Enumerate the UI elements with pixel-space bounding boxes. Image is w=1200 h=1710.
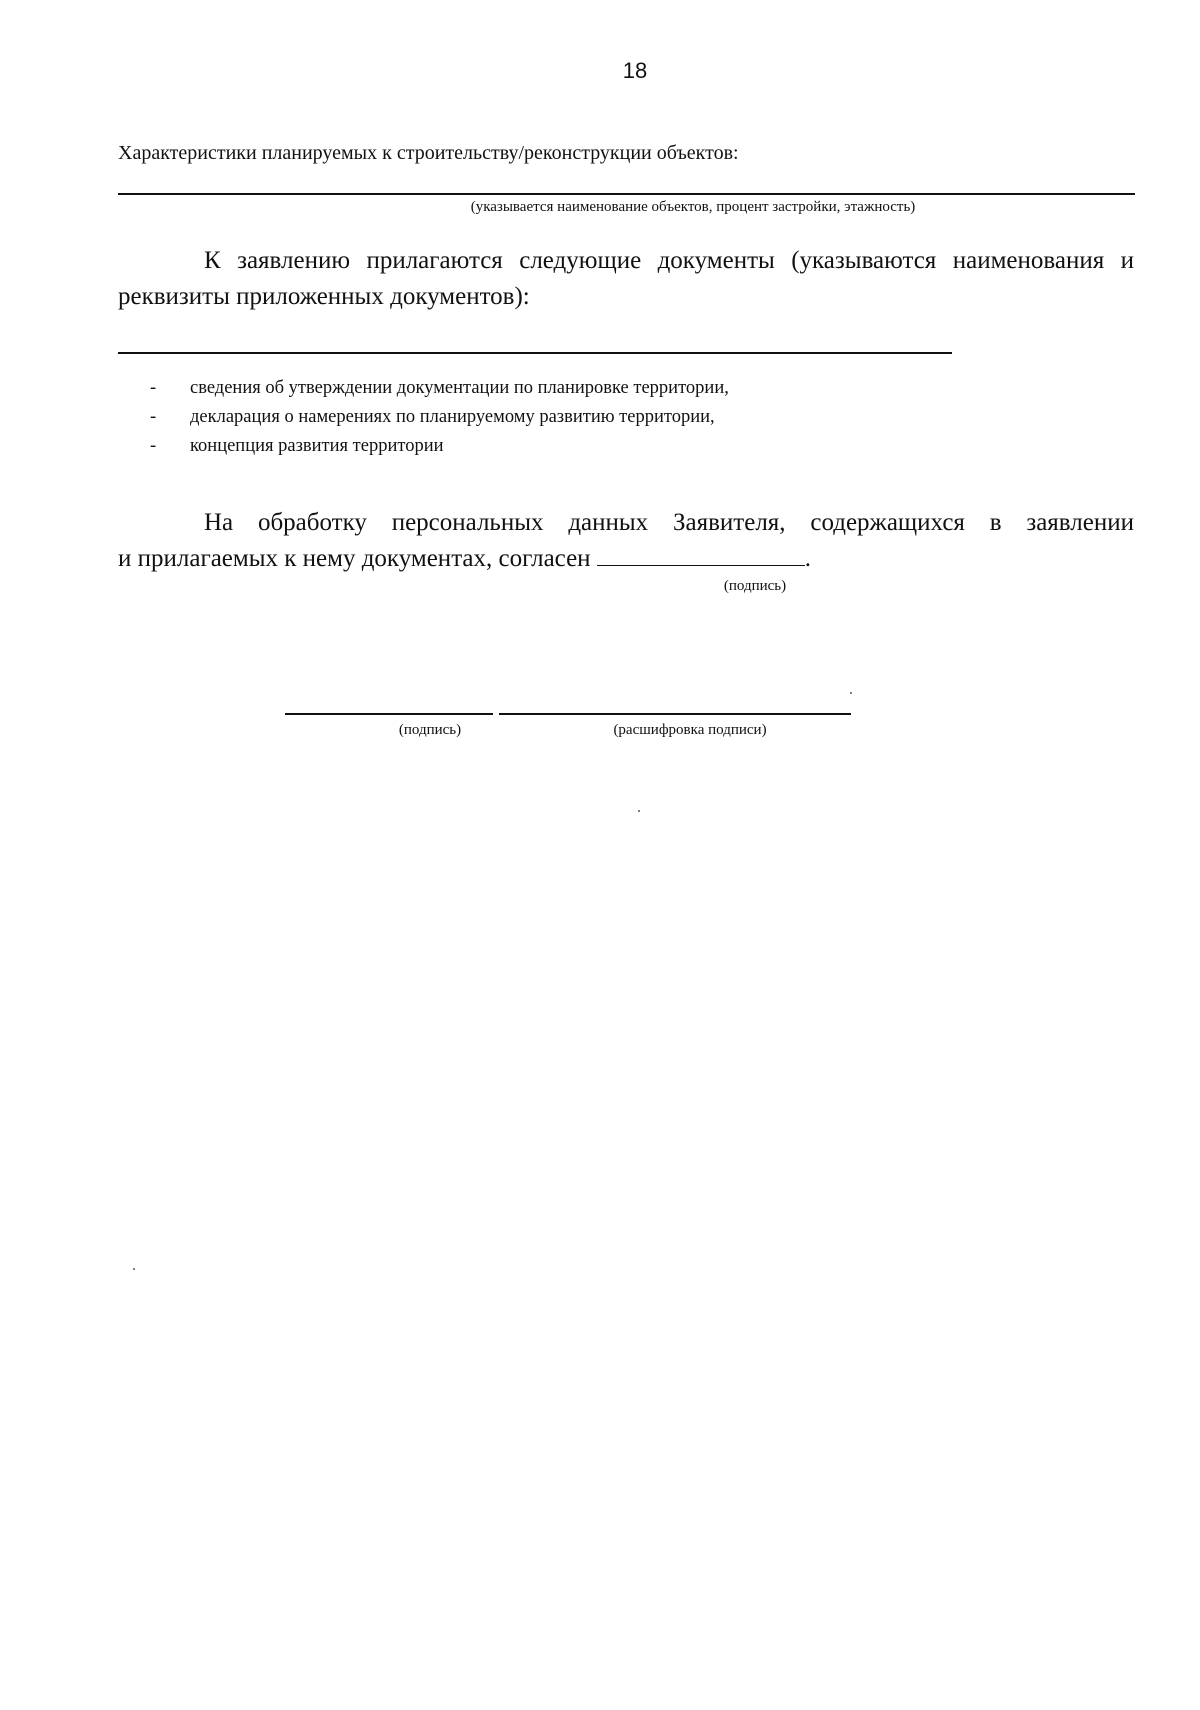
signature-decryption-hint: (расшифровка подписи) [613, 722, 767, 738]
signature-decryption-line[interactable] [499, 713, 851, 715]
list-item [150, 374, 729, 403]
characteristics-label: Характеристики планируемых к строительству/реконструкции объектов: [118, 142, 739, 164]
bullet-dash: - [150, 407, 157, 427]
consent-paragraph [118, 505, 1134, 577]
attachments-list [150, 374, 729, 461]
consent-signature-blank[interactable] [597, 541, 805, 566]
bullet-dash: - [150, 378, 157, 398]
scan-speck [850, 692, 852, 694]
characteristics-hint: (указывается наименование объектов, процент застройки, этажность) [470, 199, 916, 215]
list-item [150, 403, 729, 432]
page-number: 18 [622, 58, 648, 83]
consent-signature-hint: (подпись) [723, 578, 787, 594]
list-item-text: концепция развития территории [190, 436, 444, 456]
bullet-dash: - [150, 436, 157, 456]
consent-line-2 [118, 541, 1134, 577]
signature-hint: (подпись) [398, 722, 462, 738]
attachments-intro: К заявлению прилагаются следующие документы (указываются наименования и реквизиты приложенных документов): [118, 247, 1134, 310]
scan-speck [133, 1268, 135, 1270]
characteristics-fill-line [118, 193, 1135, 195]
consent-line-1: На обработку персональных данных Заявителя, содержащихся в заявлении [204, 509, 1134, 536]
list-item-text: сведения об утверждении документации по планировке территории, [190, 378, 729, 398]
consent-end-mark: . [804, 545, 812, 572]
signature-line[interactable] [285, 713, 493, 715]
attachments-fill-line [118, 352, 952, 354]
consent-line-2-text: и прилагаемых к нему документах, согласен [118, 545, 591, 572]
scan-speck [638, 810, 640, 812]
list-item-text: декларация о намерениях по планируемому развитию территории, [190, 407, 715, 427]
list-item [150, 432, 729, 461]
